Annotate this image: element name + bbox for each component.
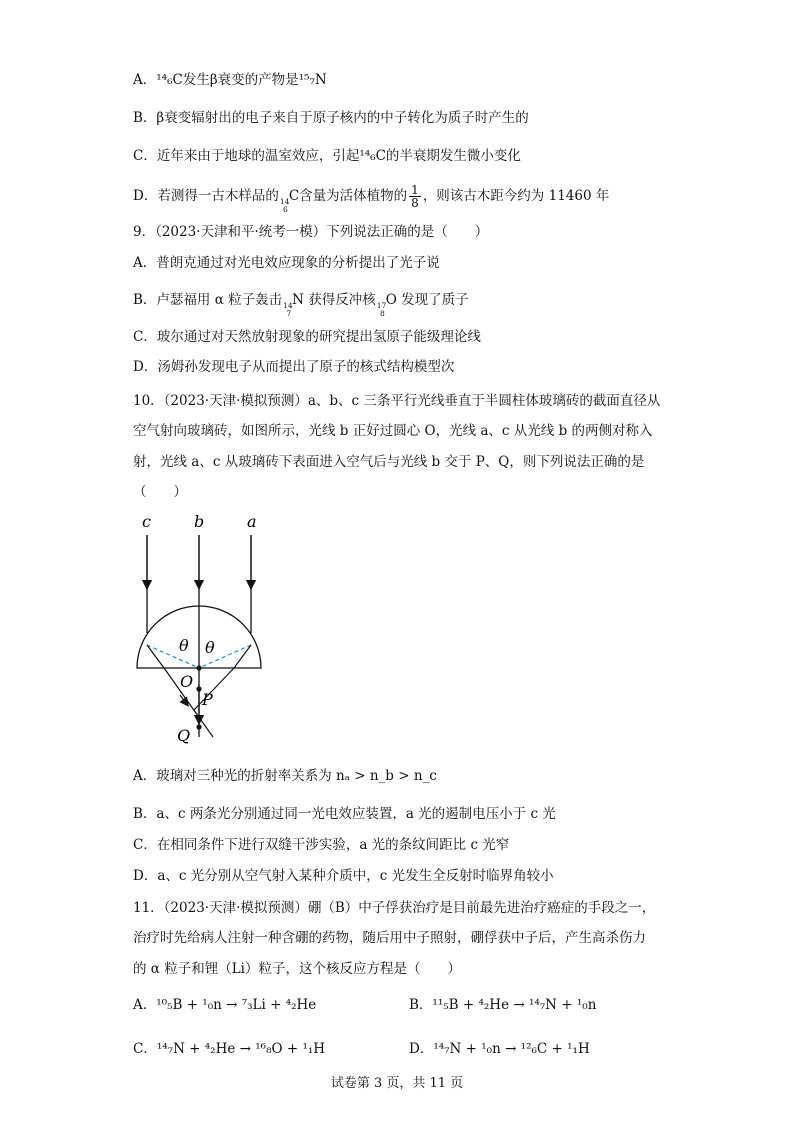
q11-stem-line3: 的 α 粒子和锂（Li）粒子，这个核反应方程是（ ）	[133, 961, 461, 977]
q9-option-c: C．玻尔通过对天然放射现象的研究提出氢原子能级理论线	[133, 329, 481, 345]
q9-b-suffix: O 发现了质子	[385, 292, 469, 308]
point-P	[196, 686, 201, 691]
q8-d-prefix: D．若测得一古木样品的	[133, 188, 279, 204]
c14-z: 6	[283, 205, 288, 214]
q10-option-d: D．a、c 光分别从空气射入某种介质中，c 光发生全反射时临界角较小	[133, 868, 554, 884]
ray-c-label: c	[142, 512, 151, 531]
q9-option-a: A．普朗克通过对光电效应现象的分析提出了光子说	[133, 255, 440, 271]
c14-mass: 14	[279, 197, 290, 206]
q8-option-b: B．β衰变辐射出的电子来自于原子核内的中子转化为质子时产生的	[133, 110, 529, 126]
q10-stem-line1: 10．（2023·天津·模拟预测）a、b、c 三条平行光线垂直于半圆柱体玻璃砖的截面直径从	[133, 393, 661, 409]
one-eighth-fraction: $\frac{1}{8}$	[411, 183, 419, 210]
q9-stem: 9．（2023·天津和平·统考一模）下列说法正确的是（ ）	[133, 224, 489, 240]
q8-option-c: C．近年来由于地球的温室效应，引起¹⁴₆C的半衰期发生微小变化	[133, 148, 521, 164]
q11-stem-line2: 治疗时先给病人注射一种含硼的药物，随后用中子照射，硼俘获中子后，产生高杀伤力	[133, 930, 646, 946]
q11-option-d: D．¹⁴₇N + ¹₀n → ¹²₆C + ¹₁H	[409, 1041, 590, 1057]
label-O: O	[180, 672, 194, 691]
q10-option-a: A．玻璃对三种光的折射率关系为 nₐ > n_b > n_c	[133, 768, 437, 784]
label-Q: Q	[177, 726, 191, 745]
point-O	[196, 665, 201, 670]
q11-option-c: C．¹⁴₇N + ⁴₂He → ¹⁶₈O + ¹₁H	[133, 1041, 326, 1057]
q9-b-mid: N 获得反冲核	[292, 292, 376, 308]
q8-option-a: A．¹⁴₆C发生β衰变的产物是¹⁵₇N	[133, 72, 327, 88]
q8-d-mid: C含量为活体植物的	[288, 188, 408, 204]
theta-left: θ	[179, 636, 189, 655]
n14-mass: 14	[283, 301, 293, 310]
q10-stem-line2: 空气射向玻璃砖，如图所示，光线 b 正好过圆心 O，光线 a、c 从光线 b 的两侧对称入	[133, 423, 653, 439]
ray-b-label: b	[194, 512, 205, 531]
q10-stem-line4: （ ）	[133, 484, 187, 500]
q8-d-suffix: ，则该古木距今约为 11460 年	[422, 188, 610, 204]
theta-right: θ	[205, 638, 215, 657]
page-footer: 试卷第 3 页，共 11 页	[330, 1076, 464, 1091]
q9-b-prefix: B．卢瑟福用 α 粒子轰击	[133, 292, 283, 308]
label-P: P	[202, 690, 213, 709]
q10-stem-line3: 射，光线 a、c 从玻璃砖下表面进入空气后与光线 b 交于 P、Q，则下列说法正确的是	[133, 454, 645, 470]
glass-brick-figure	[120, 505, 280, 755]
ray-a-label: a	[247, 512, 257, 531]
q11-option-a: A．¹⁰₅B + ¹₀n → ⁷₃Li + ⁴₂He	[133, 997, 317, 1013]
point-Q	[196, 724, 201, 729]
q8-option-d	[133, 183, 610, 214]
n14-z: 7	[286, 309, 292, 318]
q9-option-b	[133, 290, 469, 318]
q10-option-b: B．a、c 两条光分别通过同一光电效应装置，a 光的遏制电压小于 c 光	[133, 806, 556, 822]
q10-option-c: C．在相同条件下进行双缝干涉实验，a 光的条纹间距比 c 光窄	[133, 837, 510, 853]
q9-option-d: D．汤姆孙发现电子从而提出了原子的核式结构模型次	[133, 359, 455, 375]
o17-z: 8	[379, 309, 385, 318]
o17-mass: 17	[376, 301, 387, 310]
q11-stem-line1: 11．（2023·天津·模拟预测）硼（B）中子俘获治疗是目前最先进治疗癌症的手段之一，	[133, 900, 656, 916]
q11-option-b: B．¹¹₅B + ⁴₂He → ¹⁴₇N + ¹₀n	[409, 997, 597, 1013]
